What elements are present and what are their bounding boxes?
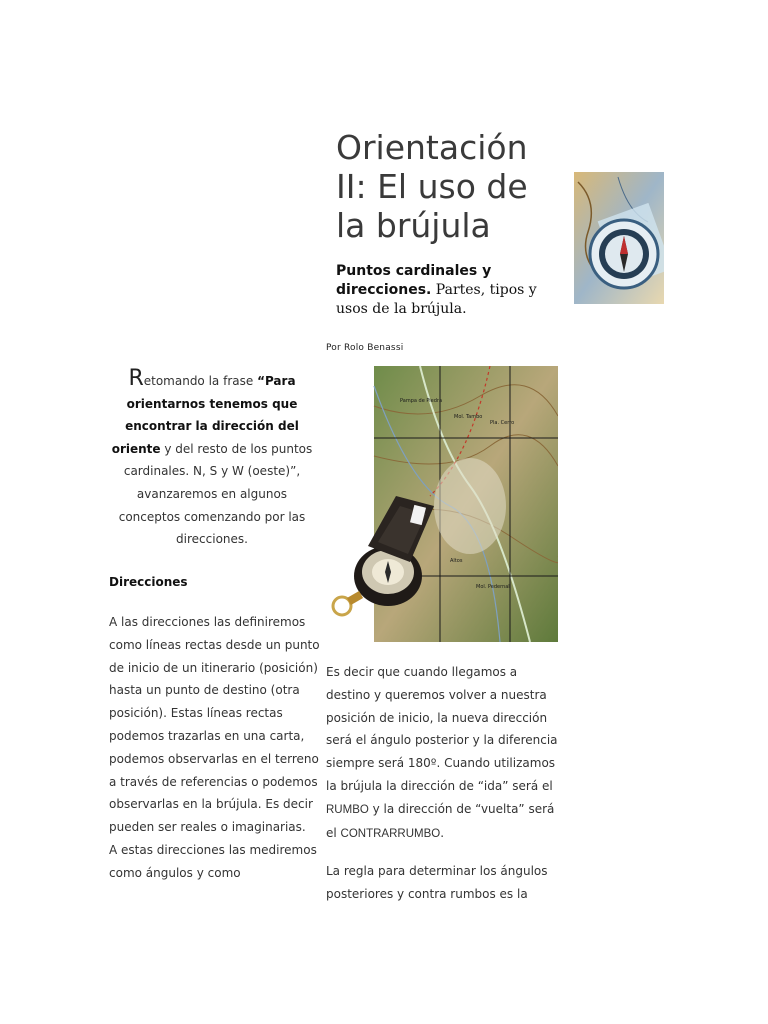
right-column [326,661,558,906]
intro-text-mid: y del resto de los puntos cardinales. N, S y W (oeste)” [123,441,313,479]
intro-text-end: , avanzaremos en algunos conceptos comenzando por las direcciones. [118,464,306,547]
rumbo-term: RUMBO [326,803,369,816]
intro-text-start: etomando la frase [143,374,258,388]
right-paragraph-2: La regla para determinar los ángulos posteriores y contra rumbos es la [326,864,548,902]
article-title: Orientación II: El uso de la brújula [336,128,528,245]
left-paragraph-1: A las direcciones las definiremos como líneas rectas desde un punto de inicio de un itinerario (posición) hasta un punto de destino (otra posición). Estas líneas rectas podemos trazarlas en una carta, podemos observarlas en el terreno a través de referencias o podemos observarlas en la brújula. Es decir pueden ser reales o imaginarias. [109,615,320,835]
drop-cap: R [128,366,144,391]
intro-paragraph [108,368,316,551]
intro-quote: “Para orientarnos tenemos que encontrar la dirección del oriente [111,374,299,456]
contrarrumbo-term: CONTRARRUMBO [340,827,441,840]
compass-on-map-image [568,172,664,304]
byline: Por Rolo Benassi [326,343,404,353]
map-label-d: Altos [450,558,463,564]
right-paragraph-1 [326,661,558,845]
left-column [109,611,321,885]
compass-map-photo [330,366,558,642]
right-paragraph-1-text: Es decir que cuando llegamos a destino y queremos volver a nuestra posición de inicio, la nueva dirección será el ángulo posterior y la diferencia siempre será 180º. Cuando utilizamos la brújula la dirección de “ida” será el [326,665,558,793]
subtitle-rest: Partes, tipos y usos de la brújula. [336,282,537,317]
map-label-b: Mol. Tambo [454,414,483,420]
left-paragraph-2: A estas direcciones las mediremos como ángulos y como [109,842,317,880]
map-label-e: Mol. Pedernal [476,584,510,590]
map-label-a: Pampa de Piedra [400,398,443,404]
article-subtitle [336,262,546,319]
map-label-c: Pla. Cerro [490,420,515,426]
right-paragraph-1-end: . [440,825,445,840]
right-paragraph-1-mid: y la dirección de “vuelta” será el [326,801,555,840]
subtitle-bold: Puntos cardinales y direcciones. [336,263,492,298]
section-heading: Direcciones [109,575,188,589]
